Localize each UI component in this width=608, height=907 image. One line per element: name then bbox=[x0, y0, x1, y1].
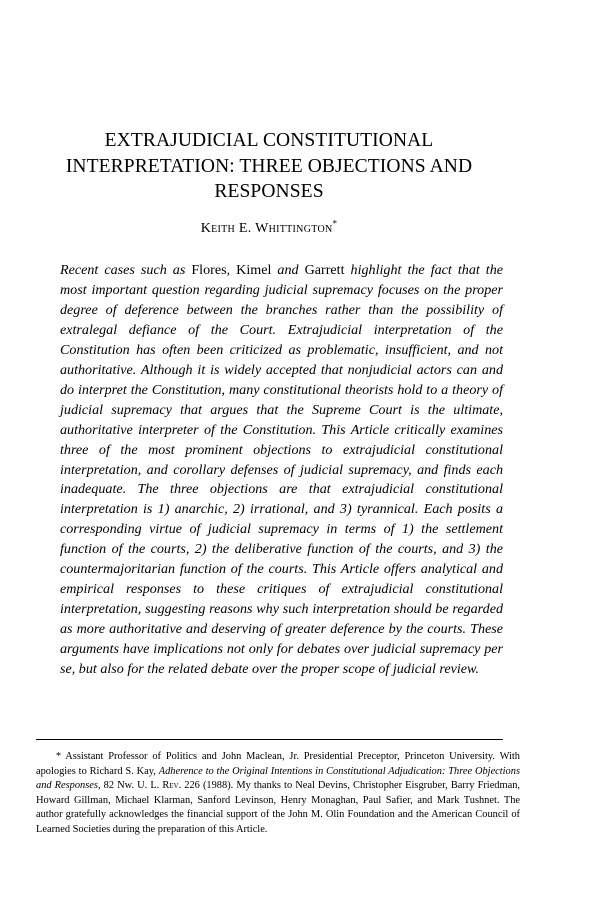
footnote-run-1: Adherence to the Original Intentions in Constitutional Adjudication: Three Objections and Responses bbox=[36, 765, 520, 792]
abstract-run-4: and bbox=[271, 262, 305, 278]
footnote-separator-rule bbox=[36, 739, 503, 740]
abstract-run-0: Recent cases such as bbox=[60, 262, 192, 278]
footnote-marker: * bbox=[56, 751, 61, 762]
article-title bbox=[34, 128, 504, 205]
footnote-run-0: Assistant Professor of Politics and John Maclean, Jr. Presidential Preceptor, Princeton University. With apologies to Richard S. Kay, bbox=[36, 751, 520, 777]
footnote-block bbox=[36, 750, 520, 838]
abstract-paragraph bbox=[60, 261, 503, 680]
title-line-2: INTERPRETATION: THREE OBJECTIONS AND bbox=[65, 155, 473, 177]
title-line-1: EXTRAJUDICIAL CONSTITUTIONAL bbox=[104, 130, 434, 151]
abstract-run-6: highlight the fact that the most important question regarding judicial supremacy focuses on the proper degree of deference between the branches rather than the possibility of extralegal defiance of the Court. Extrajudicial interpretation of the Constitution has often been criticized as problematic, insufficient, and not authoritative. Although it is widely accepted that nonjudicial actors can and do interpret the Constitution, many constitutional theorists hold to a theory of judicial supremacy that argues that the Supreme Court is the ultimate, authoritative interpreter of the Constitution. This Article critically examines three of the most prominent objections to extrajudicial constitutional interpretation, and corollary defenses of judicial supremacy, and finds each inadequate. The three objections are that extrajudicial constitutional interpretation is 1) anarchic, 2) irrational, and 3) tyrannical. Each posits a corresponding virtue of judicial supremacy in terms of 1) the settlement function of the courts, 2) the deliberative function of the courts, and 3) the countermajoritarian function of the courts. This Article offers analytical and empirical responses to these critiques of extrajudicial constitutional interpretation, suggesting reasons why such interpretation should be regarded as more authoritative and deserving of greater deference by the courts. These arguments have implications not only for debates over judicial supremacy per se, but also for the related debate over the proper scope of judicial review. bbox=[60, 262, 504, 678]
abstract-run-1: Flores bbox=[191, 262, 227, 278]
footnote-run-2: , 82 Nw. U. L. bbox=[97, 780, 163, 792]
author-name-text: Keith E. Whittington bbox=[200, 221, 333, 236]
abstract-text bbox=[60, 262, 503, 677]
footnote-run-3: Rev. bbox=[162, 780, 182, 792]
author-name bbox=[200, 218, 338, 236]
footnote-run-4: 226 (1988). My thanks to Neal Devins, Christopher Eisgruber, Barry Friedman, Howard Gillman, Michael Klarman, Sanford Levinson, Henry Monaghan, Paul Safier, and Mark Tushnet. The author gratefully acknowledges the financial support of the John M. Olin Foundation and the American Council of Learned Societies during the preparation of this Article. bbox=[36, 780, 520, 835]
author-footnote-marker: * bbox=[332, 218, 338, 229]
footnote-text bbox=[36, 751, 520, 835]
author-byline bbox=[34, 219, 504, 237]
abstract-run-3: Kimel bbox=[236, 262, 272, 278]
title-line-3: RESPONSES bbox=[214, 181, 324, 202]
abstract-run-5: Garrett bbox=[304, 262, 345, 278]
abstract-run-2: , bbox=[226, 262, 237, 278]
